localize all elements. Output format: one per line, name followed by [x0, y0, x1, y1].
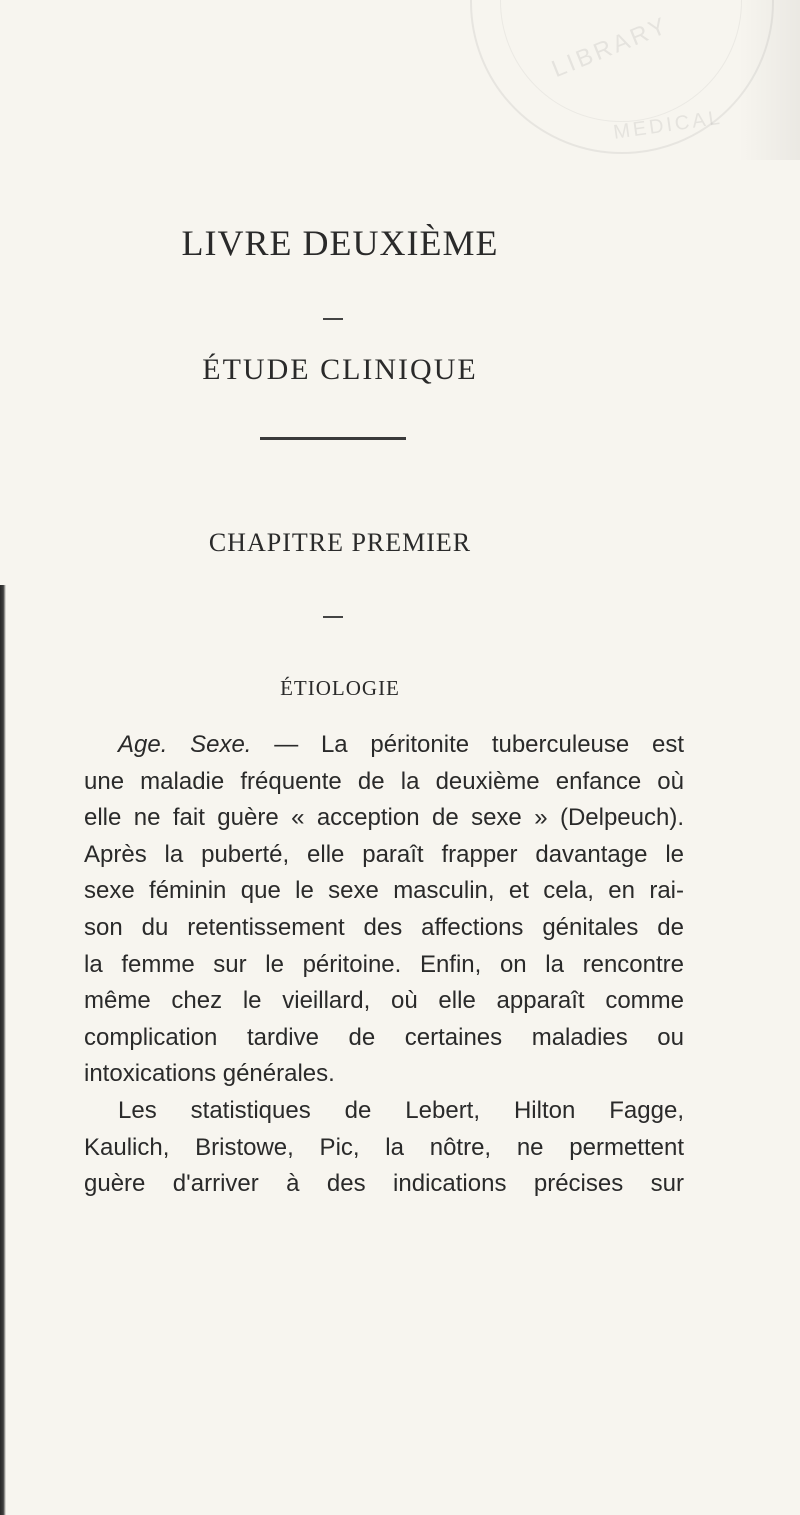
paragraph-line: intoxications générales. — [84, 1060, 335, 1088]
library-stamp-text-secondary: MEDICAL — [612, 106, 724, 144]
paragraph-line: Kaulich, Bristowe, Pic, la nôtre, ne permettent — [84, 1133, 684, 1161]
binding-edge — [0, 585, 6, 1515]
chapter-subtitle: ÉTIOLOGIE — [280, 676, 400, 700]
section-rule — [260, 437, 406, 440]
paragraph-line: une maladie fréquente de la deuxième enfance où — [84, 767, 684, 795]
paragraph-lead: Age. Sexe. — [118, 731, 252, 758]
paragraph-line: guère d'arriver à des indications précises sur — [84, 1170, 684, 1198]
paragraph-line: sexe féminin que le sexe masculin, et cela, en rai- — [84, 877, 684, 905]
title-dash — [323, 318, 343, 320]
chapter-dash — [323, 616, 343, 618]
body-text — [84, 727, 684, 1203]
paragraph-line-text: — La péritonite tuberculeuse est — [251, 731, 684, 758]
book-title: LIVRE DEUXIÈME — [181, 223, 499, 263]
paragraph-line: son du retentissement des affections génitales de — [84, 913, 684, 941]
library-stamp-text: LIBRARY — [548, 11, 673, 84]
paragraph-line: complication tardive de certaines maladies ou — [84, 1023, 684, 1051]
paragraph-line — [84, 727, 684, 764]
paragraph-line: Les statistiques de Lebert, Hilton Fagge, — [118, 1096, 684, 1124]
chapter-title: CHAPITRE PREMIER — [208, 528, 472, 557]
paragraph-line: elle ne fait guère « acception de sexe » (Delpeuch). — [84, 804, 684, 832]
paragraph-line: Après la puberté, elle paraît frapper davantage le — [84, 840, 684, 868]
paragraph-line: la femme sur le péritoine. Enfin, on la rencontre — [84, 950, 684, 978]
paragraph-line: même chez le vieillard, où elle apparaît comme — [84, 987, 684, 1015]
section-title: ÉTUDE CLINIQUE — [202, 353, 478, 386]
